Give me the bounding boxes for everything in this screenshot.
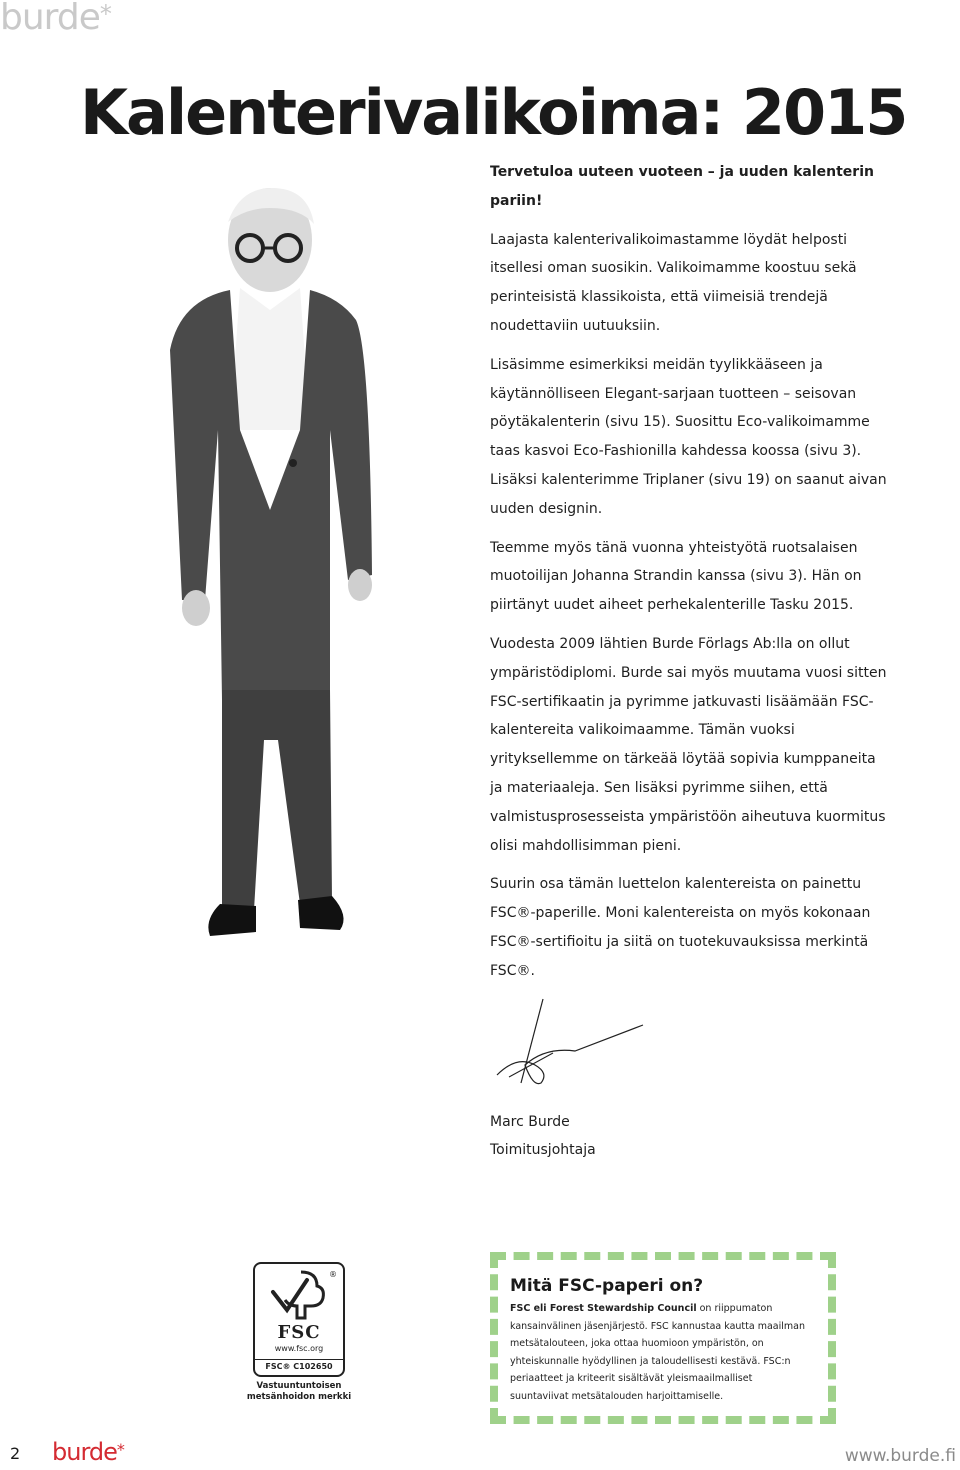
fsc-logo bbox=[253, 1262, 345, 1377]
intro-paragraph-3: Teemme myös tänä vuonna yhteistyötä ruotsalaisen muotoilijan Johanna Strandin kanssa (sivu 3). Hän on piirtänyt uudet aiheet perhekalenterille Tasku 2015. bbox=[490, 539, 862, 614]
page-title: Kalenterivalikoima: 2015 bbox=[80, 76, 907, 149]
portrait-shoe-right bbox=[298, 896, 344, 930]
portrait-photo bbox=[160, 180, 390, 960]
intro-paragraph-1: Laajasta kalenterivalikoimastamme löydät helposti itsellesi oman suosikin. Valikoimamme koostuu sekä perinteisistä klassikoista, että viimeisiä trendejä noudettaviin uutuuksiin. bbox=[490, 231, 857, 334]
portrait-shoe-left bbox=[208, 904, 256, 936]
intro-text bbox=[490, 158, 890, 996]
header-logo-text: burde bbox=[0, 0, 100, 38]
portrait-trousers bbox=[222, 690, 332, 910]
info-box-bold-lead: FSC eli Forest Stewardship Council bbox=[510, 1303, 697, 1314]
info-box-body: on riippumaton kansainvälinen jäsenjärjestö. FSC kannustaa kautta maailman metsätalouteen, joka ottaa huomioon ympäristön, on yhteiskunnalle hyödyllinen ja taloudellisesti kestävä. FSC:n periaatteet ja kriteerit sisältävät yleismaailmalliset suuntaviivat metsätalouden harjoittamiselle. bbox=[510, 1303, 806, 1402]
header-logo bbox=[0, 0, 111, 36]
info-box-heading: Mitä FSC-paperi on? bbox=[510, 1276, 704, 1296]
signoff-role: Toimitusjohtaja bbox=[490, 1142, 596, 1158]
page-number: 2 bbox=[10, 1444, 21, 1463]
intro-paragraph-5: Suurin osa tämän luettelon kalentereista on painettu FSC®-paperille. Moni kalentereista on myös kokonaan FSC®-sertifioitu ja siitä on tuotekuvauksissa merkintä FSC®. bbox=[490, 876, 871, 979]
footer-logo-text: burde bbox=[52, 1438, 117, 1466]
tree-check-icon bbox=[255, 1266, 347, 1324]
intro-paragraph-4: Vuodesta 2009 lähtien Burde Förlags Ab:lla on ollut ympäristödiplomi. Burde sai myös muutama vuosi sitten FSC-sertifikaatin ja pyrimme jatkuvasti lisäämään FSC-kalentereita valikoimaamme. Tämän vuoksi yrityksellemme on tärkeää löytää sopivia kumppaneita ja materiaaleja. Sen lisäksi pyrimme siihen, että valmistusprosesseista ympäristöön aiheutuva kuormitus olisi mahdollisimman pieni. bbox=[490, 635, 887, 854]
header-logo-star: * bbox=[99, 0, 111, 28]
fsc-logo-word: FSC bbox=[277, 1322, 321, 1343]
signoff-name: Marc Burde bbox=[490, 1114, 570, 1130]
footer-url[interactable]: www.burde.fi bbox=[844, 1446, 956, 1466]
intro-lead: Tervetuloa uuteen vuoteen – ja uuden kalenterin pariin! bbox=[490, 164, 874, 209]
intro-paragraph-2: Lisäsimme esimerkiksi meidän tyylikkääseen ja käytännölliseen Elegant-sarjaan tuotteen – seisovan pöytäkalenterin (sivu 15). Suosittu Eco-valikoimamme taas kasvoi Eco-Fashionilla kahdessa koossa (sivu 3). Lisäksi kalenterimme Triplaner (sivu 19) on saanut aivan uuden designin. bbox=[490, 356, 887, 517]
portrait-shirt bbox=[230, 288, 310, 430]
info-box-text bbox=[510, 1300, 810, 1405]
fsc-caption: Vastuuntuntoisen metsänhoidon merkki bbox=[246, 1381, 352, 1402]
fsc-info-box bbox=[490, 1252, 836, 1424]
portrait-hand-left bbox=[182, 590, 210, 626]
portrait-hand-right bbox=[348, 569, 372, 601]
footer-logo-star: * bbox=[116, 1440, 124, 1459]
fsc-logo-url: www.fsc.org bbox=[274, 1344, 324, 1353]
fsc-logo-code: FSC® C102650 bbox=[255, 1359, 343, 1371]
footer-logo bbox=[52, 1440, 124, 1464]
jacket-button bbox=[289, 459, 297, 467]
fsc-reg-mark: ® bbox=[329, 1270, 337, 1279]
signature bbox=[495, 995, 645, 1090]
